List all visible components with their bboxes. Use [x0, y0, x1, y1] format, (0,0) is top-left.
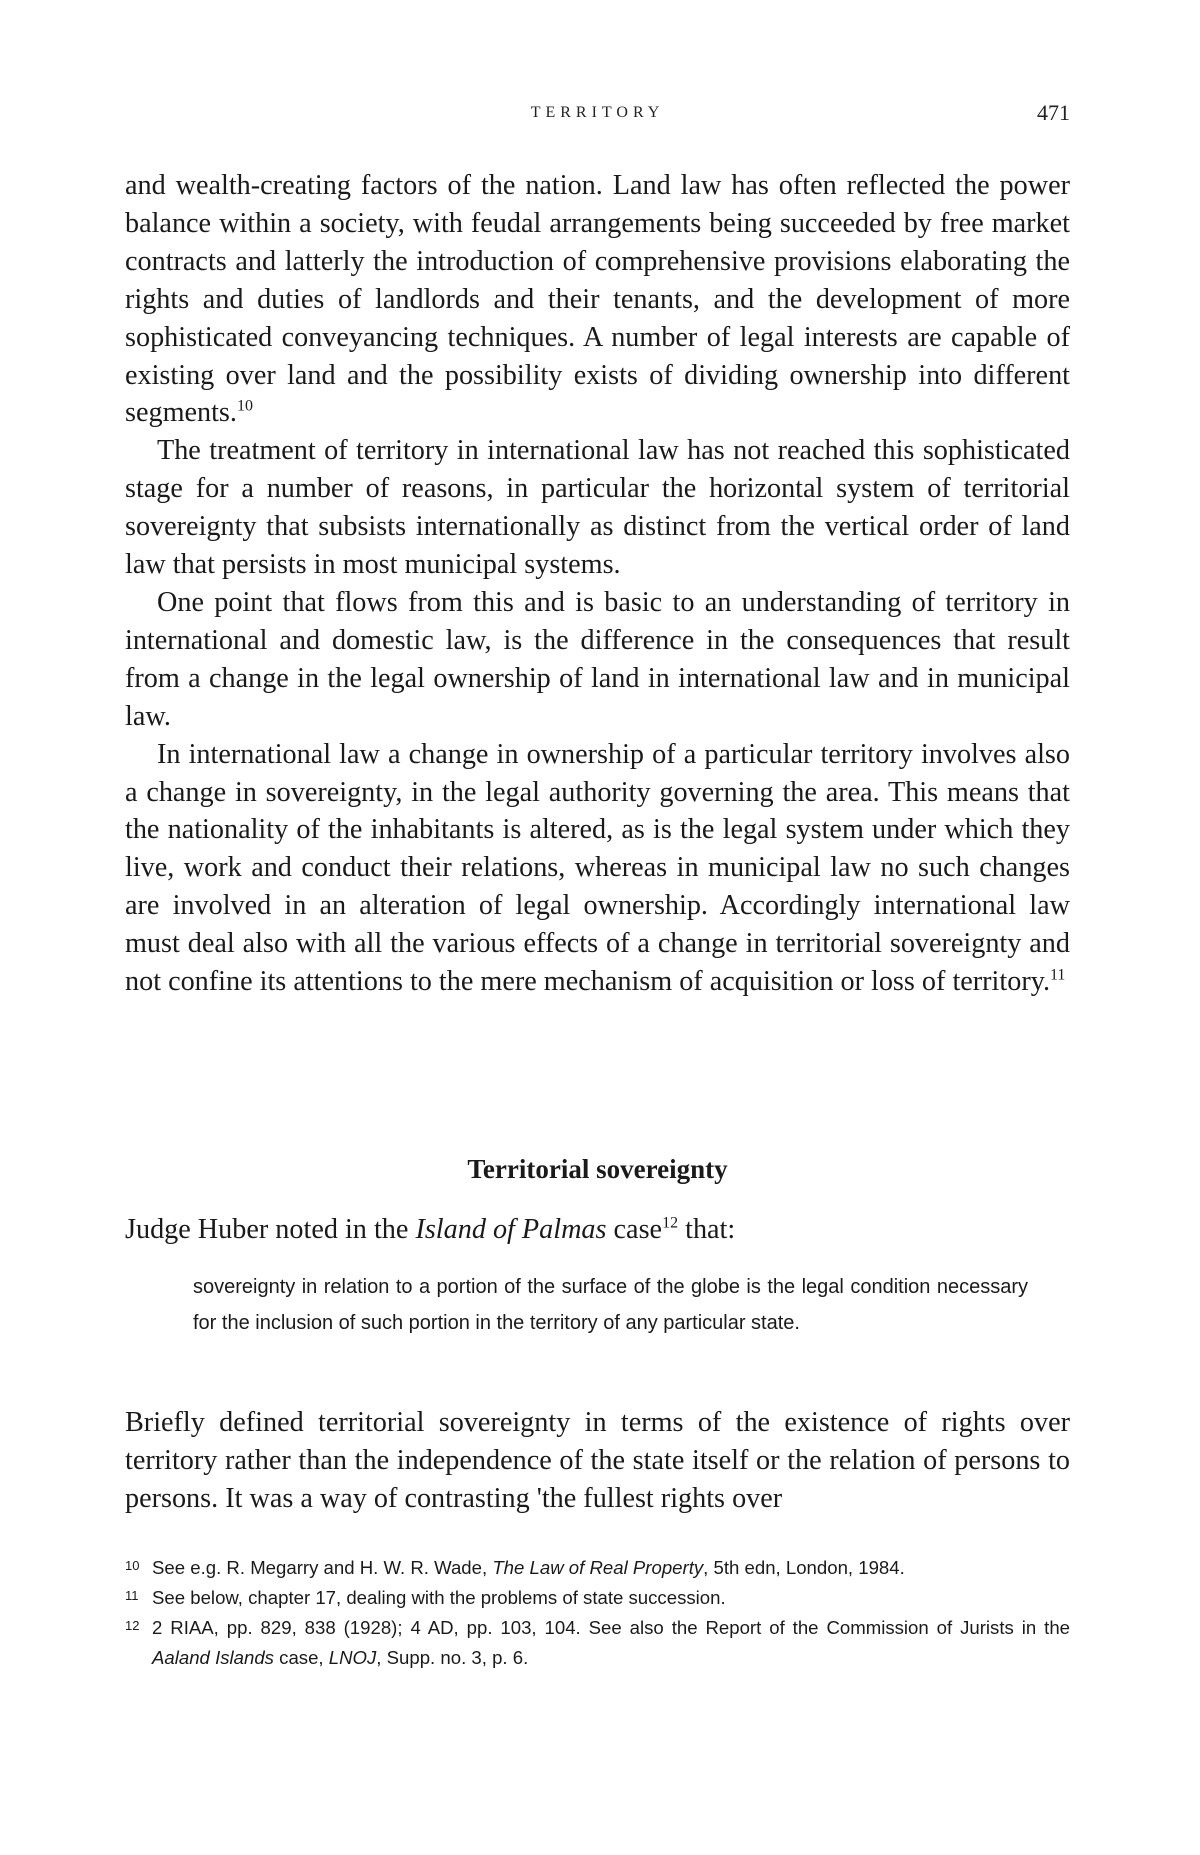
footnote-ref-12[interactable]: 12: [662, 1214, 679, 1232]
paragraph-land-law: [125, 167, 1070, 432]
section-one-text: [125, 167, 1070, 1001]
paragraph-briefly: Briefly defined territorial sovereignty in terms of the existence of rights over territory rather than the independence of the state itself or the relation of persons to persons. It was a way of contrasting 'the fullest rights over: [125, 1407, 1070, 1514]
footnotes: [125, 1553, 1070, 1673]
paragraph-international-law-text: In international law a change in ownership of a particular territory involves also a change in sovereignty, in the legal authority governing the area. This means that the nationality of the inhabitants is altered, as is the legal system under which they live, work and conduct their relations, whereas in municipal law no such changes are involved in an alteration of legal ownership. Accordingly international law must deal also with all the various effects of a change in territorial sovereignty and not confine its attentions to the mere mechanism of acquisition or loss of territory.: [125, 738, 1070, 998]
footnote-text-end: , 5th edn, London, 1984.: [703, 1557, 905, 1578]
footnote-title: The Law of Real Property: [492, 1557, 704, 1578]
footnote-text: See below, chapter 17, dealing with the problems of state succession.: [152, 1587, 726, 1608]
footnote-number: 12: [125, 1618, 140, 1633]
case-name-island-of-palmas: Island of Palmas: [415, 1214, 607, 1245]
footnote-11: [125, 1583, 1070, 1613]
paragraph-international-law: [125, 736, 1070, 1001]
footnote-text-mid: case,: [273, 1647, 329, 1668]
footnote-10: [125, 1553, 1070, 1583]
footnote-12: [125, 1613, 1070, 1673]
running-title: TERRITORY: [530, 104, 665, 121]
intro-before: Judge Huber noted in the: [125, 1214, 416, 1245]
footnote-case-name: Aaland Islands: [152, 1647, 274, 1668]
intro-end: that:: [678, 1214, 736, 1245]
paragraph-huber: [125, 1211, 1070, 1249]
running-head: [125, 100, 1070, 132]
paragraph-land-law-text: and wealth-creating factors of the nation. Land law has often reflected the power balance within a society, with feudal arrangements being succeeded by free market contracts and latterly the introduction of comprehensive provisions elaborating the rights and duties of landlords and their tenants, and the development of more sophisticated conveyancing techniques. A number of legal interests are capable of existing over land and the possibility exists of dividing ownership into different segments.: [125, 170, 1070, 429]
section-two-text: [125, 1404, 1070, 1518]
footnote-text-end: , Supp. no. 3, p. 6.: [376, 1647, 529, 1668]
page-number: 471: [1037, 100, 1070, 125]
footnote-text: 2 RIAA, pp. 829, 838 (1928); 4 AD, pp. 103, 104. See also the Report of the Commission of Jurists in the: [152, 1617, 1070, 1638]
footnote-ref-11[interactable]: 11: [1050, 966, 1066, 984]
footnote-number: 11: [125, 1588, 139, 1603]
paragraph-one-point: One point that flows from this and is basic to an understanding of territory in international and domestic law, is the difference in the consequences that result from a change in the legal ownership of land in international law and in municipal law.: [125, 586, 1070, 732]
footnote-text: See e.g. R. Megarry and H. W. R. Wade,: [152, 1557, 493, 1578]
intro-after: case: [606, 1214, 663, 1245]
block-quote: sovereignty in relation to a portion of the surface of the globe is the legal condition necessary for the inclusion of such portion in the territory of any particular state.: [193, 1276, 1028, 1334]
paragraph-treatment: The treatment of territory in international law has not reached this sophisticated stage for a number of reasons, in particular the horizontal system of territorial sovereignty that subsists internationally as distinct from the vertical order of land law that persists in most municipal systems.: [125, 435, 1070, 581]
section-heading: Territorial sovereignty: [467, 1154, 728, 1184]
footnote-number: 10: [125, 1558, 140, 1573]
footnote-ref-10[interactable]: 10: [236, 398, 253, 416]
intro-line: [125, 1211, 1070, 1249]
footnote-journal: LNOJ: [328, 1647, 377, 1668]
